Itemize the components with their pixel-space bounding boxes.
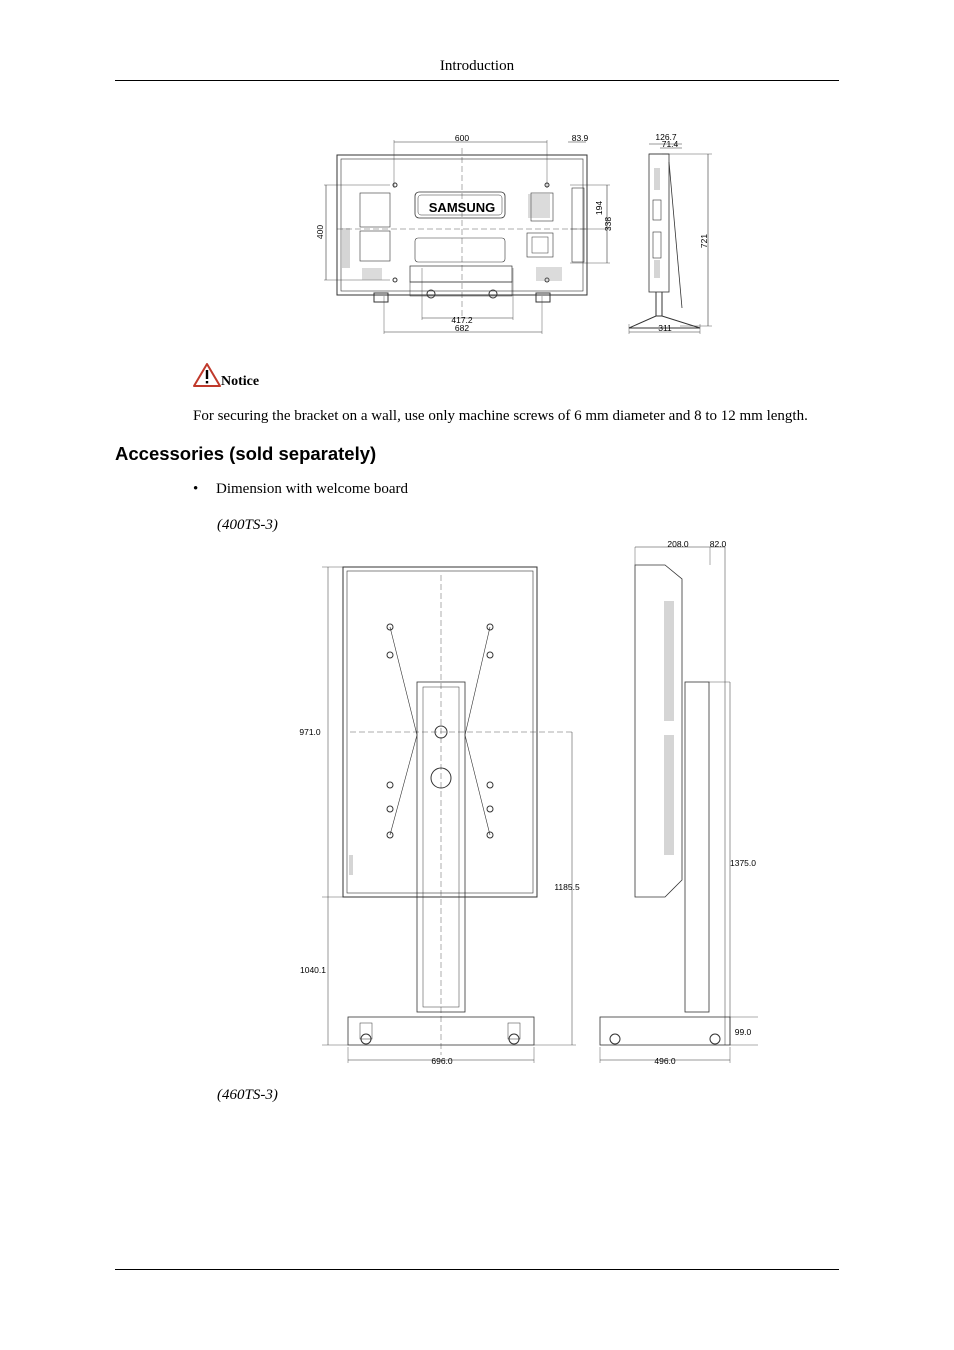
dim-height-left: 400 <box>315 224 325 240</box>
dim-stand-depth: 311 <box>658 323 672 333</box>
dim-depth-base: 496.0 <box>654 1056 676 1066</box>
welcome-board-dimension-drawing <box>290 535 770 1070</box>
dim-1040: 1040.1 <box>300 965 326 975</box>
dim-depth-total: 126.7 <box>655 132 677 142</box>
footer-rule <box>115 1269 839 1270</box>
bullet-marker: • <box>193 481 199 497</box>
dim-1185: 1185.5 <box>554 882 580 892</box>
header-rule <box>115 80 839 81</box>
section-heading: Accessories (sold separately) <box>115 443 377 464</box>
bullet-text: Dimension with welcome board <box>216 481 409 497</box>
notice-text: For securing the bracket on a wall, use only machine screws of 6 mm diameter and 8 to 12 mm length. <box>193 408 808 424</box>
warning-icon <box>193 362 221 388</box>
dim-338: 338 <box>603 216 613 232</box>
dim-width-base: 696.0 <box>431 1056 453 1066</box>
dim-depth-b: 82.0 <box>709 539 727 549</box>
page-header-title: Introduction <box>439 58 515 74</box>
dim-1375: 1375.0 <box>730 858 756 868</box>
dim-depth-a: 208.0 <box>667 539 689 549</box>
dim-bottom-inner: 417.2 <box>451 315 473 325</box>
notice-label: Notice <box>221 374 260 389</box>
brand-logo-text: SAMSUNG <box>428 200 496 215</box>
dim-offset-right: 83.9 <box>571 133 589 143</box>
display-dimension-drawing <box>310 128 730 340</box>
bullet-item <box>193 481 408 498</box>
dim-bottom-outer: 682 <box>454 323 470 333</box>
dim-194: 194 <box>594 200 604 216</box>
dim-depth-panel: 71.4 <box>661 139 679 149</box>
figure-caption-400ts: (400TS-3) <box>217 517 278 533</box>
dim-height-total: 721 <box>699 233 709 249</box>
dim-971: 971.0 <box>299 727 321 737</box>
dim-width-top: 600 <box>454 133 470 143</box>
figure-caption-460ts: (460TS-3) <box>217 1087 278 1103</box>
dim-99: 99.0 <box>734 1027 752 1037</box>
